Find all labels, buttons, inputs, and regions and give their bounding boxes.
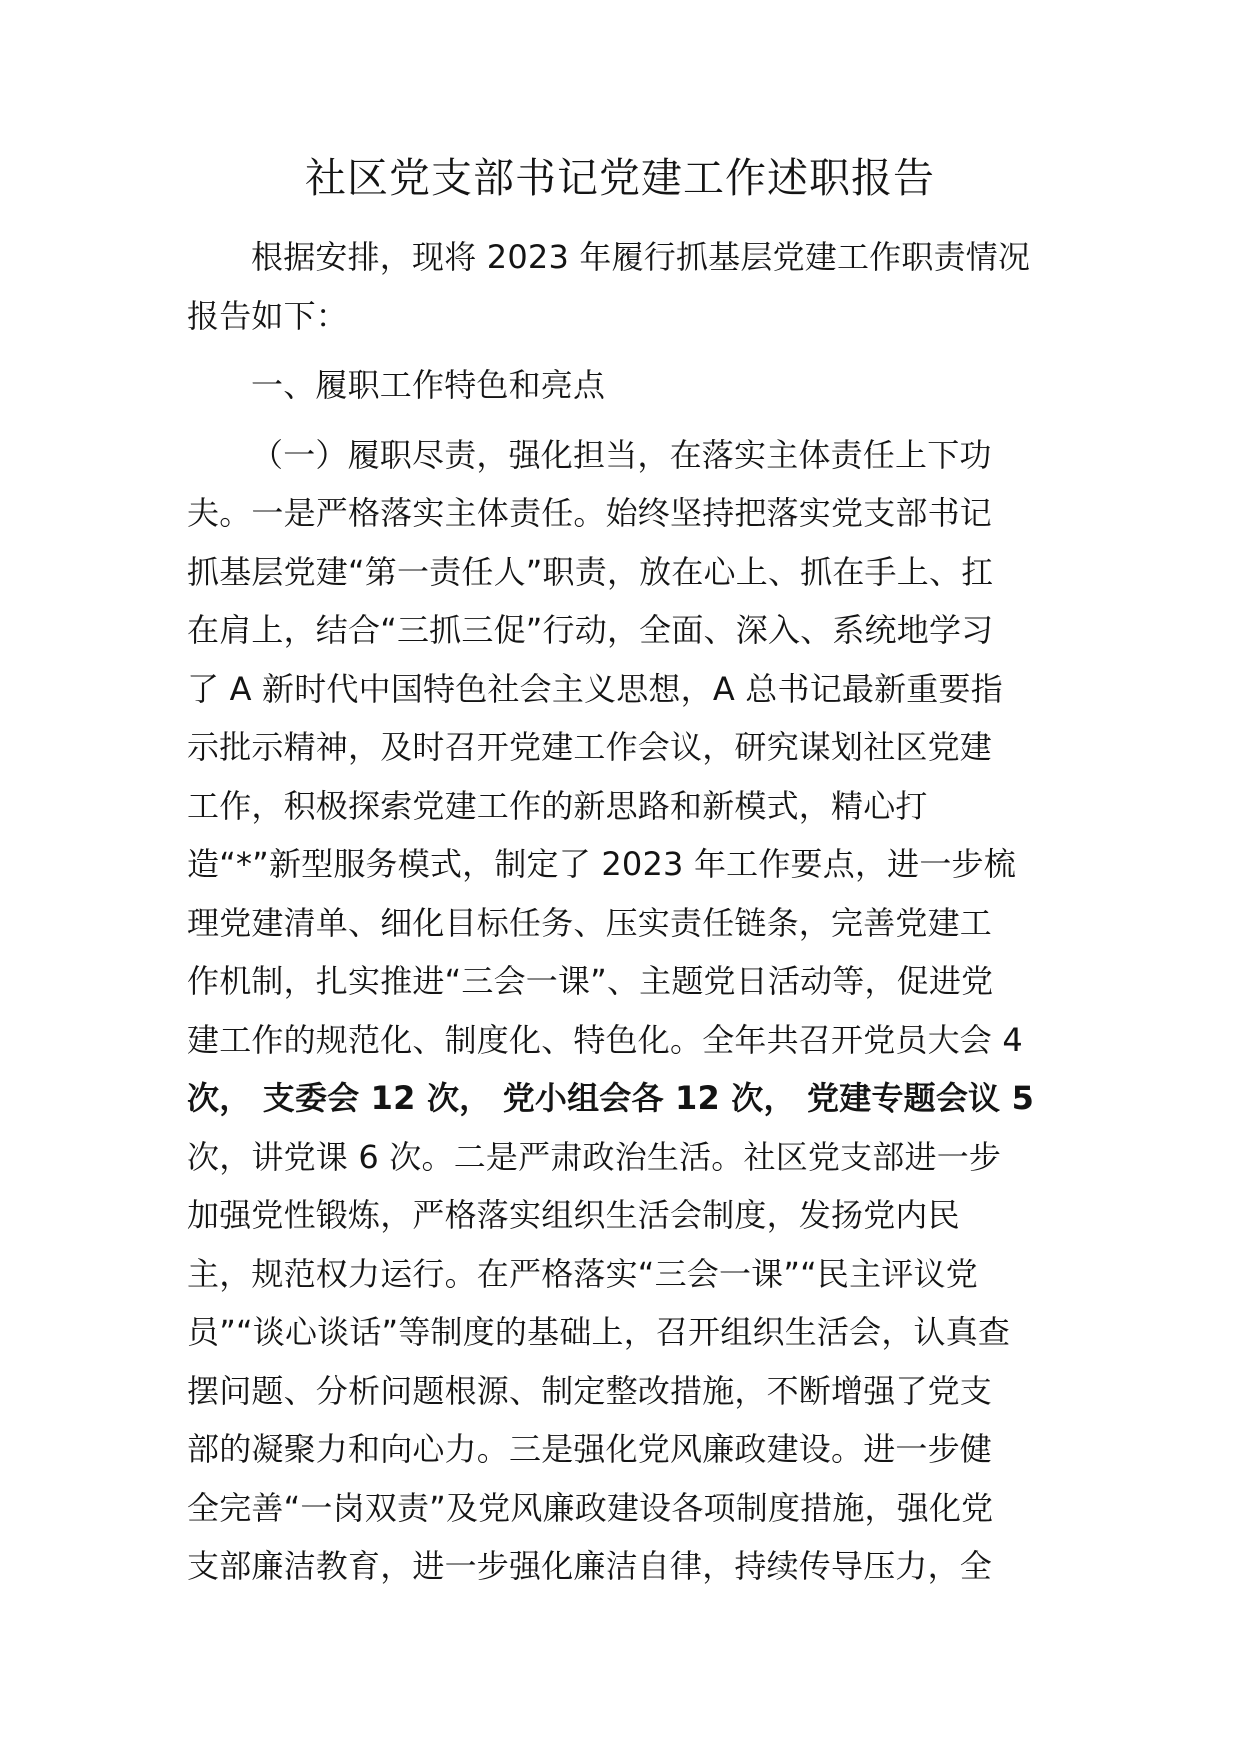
document-body: [187, 228, 1055, 1596]
paragraph-line: 抓基层党建“第一责任人”职责，放在心上、抓在手上、扛: [187, 552, 994, 591]
paragraph-line: （一）履职尽责，强化担当，在落实主体责任上下功: [251, 435, 992, 474]
document-title: 社区党支部书记党建工作述职报告: [305, 154, 935, 202]
paragraph-line: 了 A 新时代中国特色社会主义思想，A 总书记最新重要指: [187, 669, 1003, 708]
paragraph-line: 加强党性锻炼，严格落实组织生活会制度，发扬党内民: [187, 1196, 960, 1234]
paragraph-line: 在肩上，结合“三抓三促”行动，全面、深入、系统地学习: [187, 611, 994, 649]
paragraph-line: 根据安排，现将 2023 年履行抓基层党建工作职责情况: [251, 238, 1031, 276]
paragraph-line: 建工作的规范化、制度化、特色化。全年共召开党员大会 4: [187, 1020, 1023, 1059]
paragraph-line: 全完善“一岗双责”及党风廉政建设各项制度措施，强化党: [187, 1488, 994, 1527]
paragraph-line: 示批示精神，及时召开党建工作会议，研究谋划社区党建: [187, 728, 993, 766]
paragraph-line: 摆问题、分析问题根源、制定整改措施，不断增强了党支: [187, 1371, 993, 1410]
paragraph-line: 作机制，扎实推进“三会一课”、主题党日活动等，促进党: [187, 962, 994, 1000]
paragraph-line: 理党建清单、细化目标任务、压实责任链条，完善党建工: [187, 903, 993, 942]
paragraph-line: 主，规范权力运行。在严格落实“三会一课”“民主评议党: [187, 1254, 978, 1293]
paragraph-line: 工作，积极探索党建工作的新思路和新模式，精心打: [187, 786, 928, 825]
paragraph-line: 支部廉洁教育，进一步强化廉洁自律，持续传导压力，全: [187, 1547, 993, 1585]
paragraph-line: 员”“谈心谈话”等制度的基础上，召开组织生活会，认真查: [187, 1313, 1011, 1351]
paragraph-line: 造“*”新型服务模式，制定了 2023 年工作要点，进一步梳: [187, 845, 1016, 883]
paragraph-line: 次，讲党课 6 次。二是严肃政治生活。社区党支部进一步: [187, 1137, 1002, 1176]
paragraph-line: 报告如下：: [187, 296, 349, 335]
section-heading: 一、履职工作特色和亮点: [251, 366, 606, 404]
paragraph-line: 夫。一是严格落实主体责任。始终坚持把落实党支部书记: [187, 494, 993, 532]
paragraph-line: 部的凝聚力和向心力。三是强化党风廉政建设。进一步健: [187, 1430, 993, 1468]
paragraph-line: 次， 支委会 12 次， 党小组会各 12 次， 党建专题会议 5: [187, 1079, 1035, 1117]
